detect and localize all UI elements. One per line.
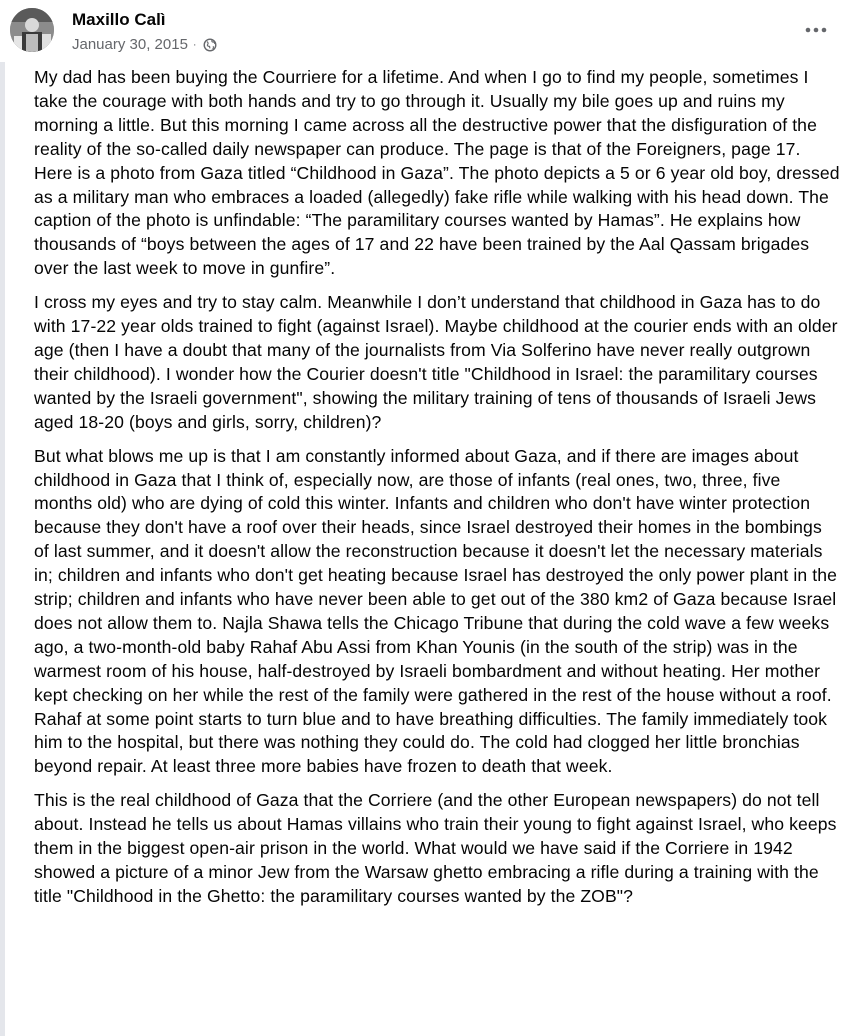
globe-icon[interactable] <box>203 38 217 52</box>
more-options-icon[interactable] <box>802 20 830 40</box>
post-text <box>34 66 840 919</box>
meta-separator: · <box>192 38 197 51</box>
paragraph-2: I cross my eyes and try to stay calm. Meanwhile I don’t understand that childhood in Gaza has to do with 17-22 year olds trained to fight (against Israel). Maybe childhood at the courier ends with an older age (then I have a doubt that many of the journalists from Via Solferino have never really outgrown their childhood). I wonder how the Courier doesn't title "Childhood in Israel: the paramilitary courses wanted by the Israeli government", showing the military training of tens of thousands of Israeli Jews aged 18-20 (boys and girls, sorry, children)? <box>34 292 838 432</box>
author-name[interactable]: Maxillo Calì <box>72 10 166 29</box>
avatar-photo <box>10 8 54 52</box>
post-meta <box>72 36 217 53</box>
post-date[interactable]: January 30, 2015 <box>72 36 188 53</box>
paragraph-1: My dad has been buying the Courriere for a lifetime. And when I go to find my people, sometimes I take the courage with both hands and try to go through it. Usually my bile goes up and ruins my morning a little. But this morning I came across all the destructive power that the disfiguration of the reality of the so-called daily newspaper can produce. The page is that of the Foreigners, page 17. Here is a photo from Gaza titled “Childhood in Gaza”. The photo depicts a 5 or 6 year old boy, dressed as a military man who embraces a loaded (allegedly) fake rifle while walking with his head down. The caption of the photo is unfindable: “The paramilitary courses wanted by Hamas”. He explains how thousands of “boys between the ages of 17 and 22 have been trained by the Aal Qassam brigades over the last week to move in gunfire”. <box>34 67 840 279</box>
avatar[interactable] <box>10 8 54 52</box>
post-header <box>0 0 850 62</box>
post-left-border <box>0 62 5 1036</box>
paragraph-3: But what blows me up is that I am constantly informed about Gaza, and if there are images about childhood in Gaza that I think of, especially now, are those of infants (real ones, two, three, five months old) who are dying of cold this winter. Infants and children who don't have winter protection because they don't have a roof over their heads, since Israel destroyed their homes in the bombings of last summer, and it doesn't allow the reconstruction because it doesn't let the necessary materials in; children and infants who don't get heating because Israel has destroyed the only power plant in the strip; children and infants who have never been able to get out of the 380 km2 of Gaza because Israel does not allow them to. Najla Shawa tells the Chicago Tribune that during the cold wave a few weeks ago, a two-month-old baby Rahaf Abu Assi from Khan Younis (in the south of the strip) was in the warmest room of his house, half-destroyed by Israeli bombardment and without heating. Her mother kept checking on her while the rest of the family were gathered in the rest of the house without a roof. Rahaf at some point starts to turn blue and to have breathing difficulties. The family immediately took him to the hospital, but there was nothing they could do. The cold had clogged her little bronchias beyond repair. At least three more babies have frozen to death that week. <box>34 445 837 777</box>
paragraph-4: This is the real childhood of Gaza that the Corriere (and the other European newspapers) do not tell about. Instead he tells us about Hamas villains who train their young to fight against Israel, who keeps them in the biggest open-air prison in the world. What would we have said if the Corriere in 1942 showed a picture of a minor Jew from the Warsaw ghetto embracing a rifle during a training with the title "Childhood in the Ghetto: the paramilitary courses wanted by the ZOB"? <box>34 790 837 906</box>
